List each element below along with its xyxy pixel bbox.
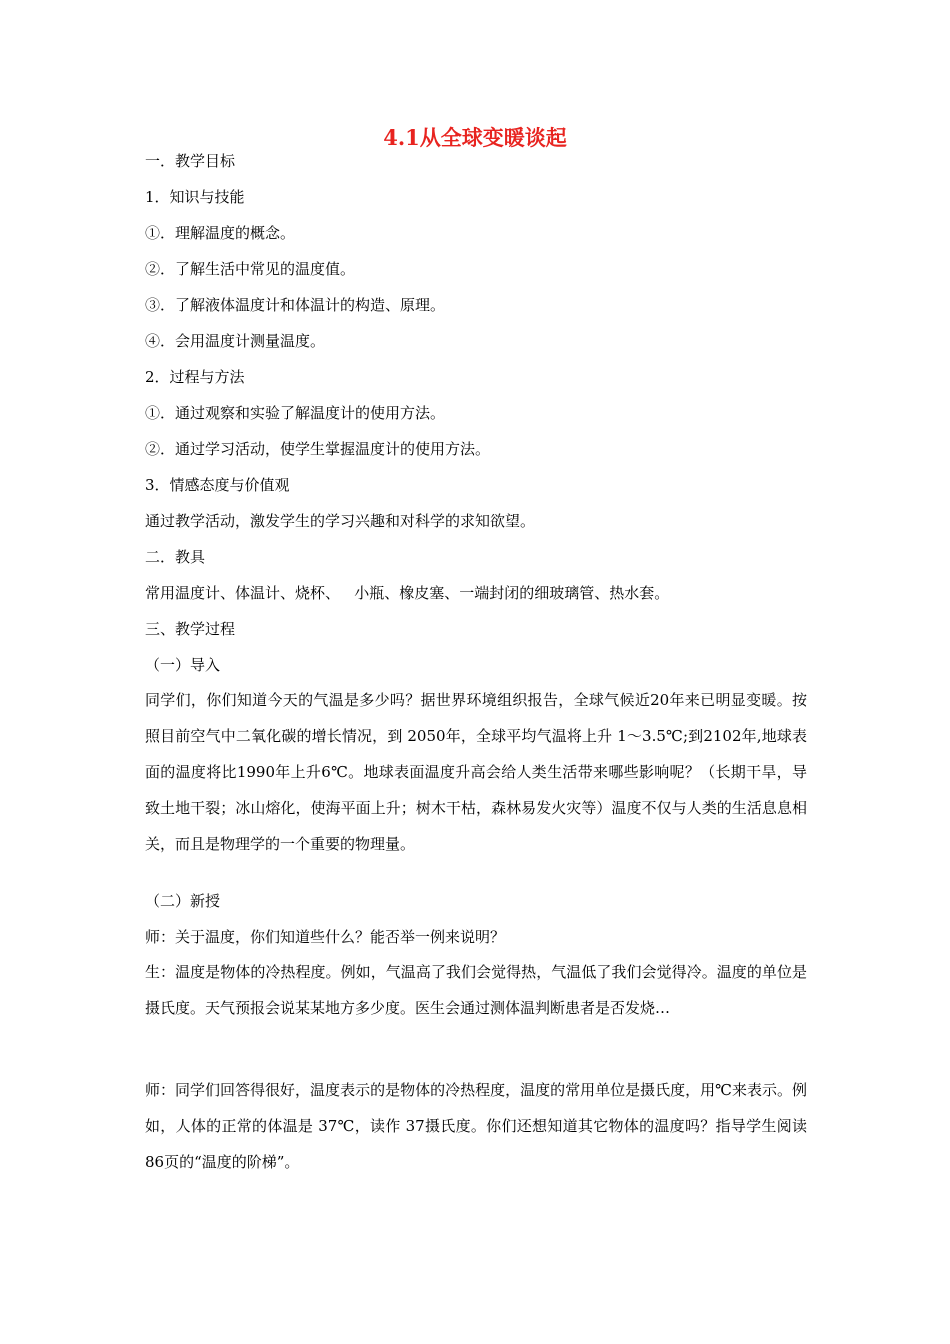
subheading-new-lesson: （二）新授: [145, 892, 221, 910]
list-item: ②．了解生活中常见的温度值。: [145, 260, 356, 278]
section-heading-tools: 二．教具: [145, 548, 206, 566]
list-item: ④．会用温度计测量温度。: [145, 332, 326, 350]
subheading-attitude-values: 3．情感态度与价值观: [145, 476, 290, 494]
paragraph-text: 常用温度计、体温计、烧杯、 小瓶、橡皮塞、一端封闭的细玻璃管、热水套。: [145, 584, 670, 602]
paragraph-text: 通过教学活动，激发学生的学习兴趣和对科学的求知欲望。: [145, 512, 536, 530]
paragraph-student-answer: 生：温度是物体的冷热程度。例如，气温高了我们会觉得热，气温低了我们会觉得冷。温度的单位是摄氏度。天气预报会说某某地方多少度。医生会通过测体温判断患者是否发烧…: [145, 963, 807, 1017]
section-heading-process: 三、教学过程: [145, 620, 236, 638]
list-item: ①．通过观察和实验了解温度计的使用方法。: [145, 404, 446, 422]
list-item: ①．理解温度的概念。: [145, 224, 296, 242]
section-heading-objectives: 一．教学目标: [145, 152, 236, 170]
paragraph-introduction: 同学们，你们知道今天的气温是多少吗？据世界环境组织报告，全球气候近20年来已明显变暖。按照目前空气中二氧化碳的增长情况，到 2050年，全球平均气温将上升 1～3.5℃;到2102年,地球表面的温度将比1990年上升6℃。地球表面温度升高会给人类生活带来哪些影响呢？（长期干旱，导致土地干裂；冰山熔化，使海平面上升；树木干枯，森林易发火灾等）温度不仅与人类的生活息息相关，而且是物理学的一个重要的物理量。: [145, 691, 807, 853]
paragraph-teacher-explanation: 师：同学们回答得很好，温度表示的是物体的冷热程度，温度的常用单位是摄氏度，用℃来表示。例如，人体的正常的体温是 37℃，读作 37摄氏度。你们还想知道其它物体的温度吗？指导学生阅读86页的“温度的阶梯”。: [145, 1081, 807, 1171]
subheading-introduction: （一）导入: [145, 656, 221, 674]
list-item: ②．通过学习活动，使学生掌握温度计的使用方法。: [145, 440, 491, 458]
paragraph-teacher-question: 师：关于温度，你们知道些什么？能否举一例来说明？: [145, 928, 506, 946]
subheading-process-method: 2．过程与方法: [145, 368, 245, 386]
document-title: 4.1从全球变暖谈起: [383, 125, 567, 150]
list-item: ③．了解液体温度计和体温计的构造、原理。: [145, 296, 446, 314]
subheading-knowledge-skills: 1．知识与技能: [145, 188, 245, 206]
